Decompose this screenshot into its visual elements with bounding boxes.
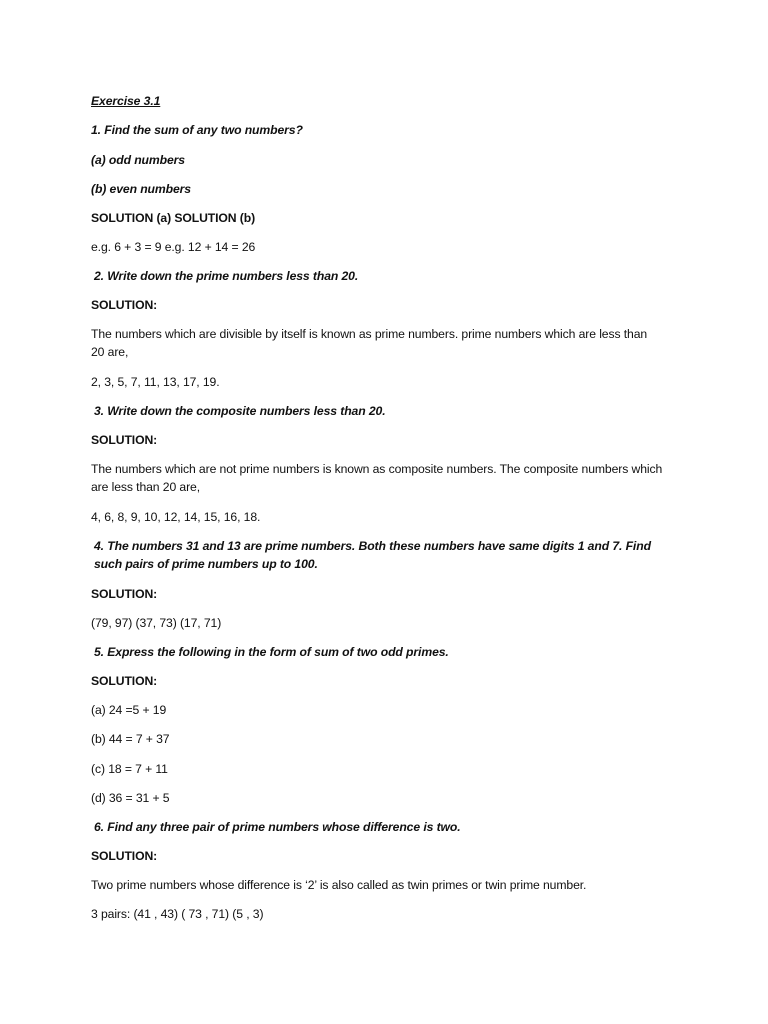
question-1: 1. Find the sum of any two numbers? xyxy=(91,123,303,137)
question-1-part-a: (a) odd numbers xyxy=(91,153,185,167)
solution-heading-6: SOLUTION: xyxy=(91,849,158,863)
question-3: 3. Write down the composite numbers less than 20. xyxy=(94,404,386,418)
solution-5-part-a: (a) 24 =5 + 19 xyxy=(91,703,167,717)
solution-3-text: The numbers which are not prime numbers is known as composite numbers. The composite numbers which are less than 20 are, xyxy=(91,462,663,494)
solution-5-part-d: (d) 36 = 31 + 5 xyxy=(91,791,170,805)
solution-heading-3: SOLUTION: xyxy=(91,433,158,447)
question-1-part-b: (b) even numbers xyxy=(91,182,191,196)
solution-heading-2: SOLUTION: xyxy=(91,298,158,312)
solution-heading-4: SOLUTION: xyxy=(91,587,158,601)
question-6: 6. Find any three pair of prime numbers whose difference is two. xyxy=(94,820,461,834)
solution-5-part-c: (c) 18 = 7 + 11 xyxy=(91,762,168,776)
solution-6-answer: 3 pairs: (41 , 43) ( 73 , 71) (5 , 3) xyxy=(91,907,264,921)
solution-2-answer: 2, 3, 5, 7, 11, 13, 17, 19. xyxy=(91,375,220,389)
solution-6-text: Two prime numbers whose difference is ‘2’ is also called as twin primes or twin prime number. xyxy=(91,878,587,892)
exercise-title: Exercise 3.1 xyxy=(91,94,161,108)
question-5: 5. Express the following in the form of sum of two odd primes. xyxy=(94,645,449,659)
solution-heading-1: SOLUTION (a) SOLUTION (b) xyxy=(91,211,256,225)
solution-1-text: e.g. 6 + 3 = 9 e.g. 12 + 14 = 26 xyxy=(91,240,256,254)
solution-heading-5: SOLUTION: xyxy=(91,674,158,688)
solution-2-text: The numbers which are divisible by itself is known as prime numbers. prime numbers which are less than 20 are, xyxy=(91,327,648,359)
question-4: 4. The numbers 31 and 13 are prime numbers. Both these numbers have same digits 1 and 7. Find such pairs of prime numbers up to 100. xyxy=(94,539,651,571)
solution-5-part-b: (b) 44 = 7 + 37 xyxy=(91,732,170,746)
solution-4-answer: (79, 97) (37, 73) (17, 71) xyxy=(91,616,222,630)
question-2: 2. Write down the prime numbers less than 20. xyxy=(94,269,359,283)
solution-3-answer: 4, 6, 8, 9, 10, 12, 14, 15, 16, 18. xyxy=(91,510,261,524)
